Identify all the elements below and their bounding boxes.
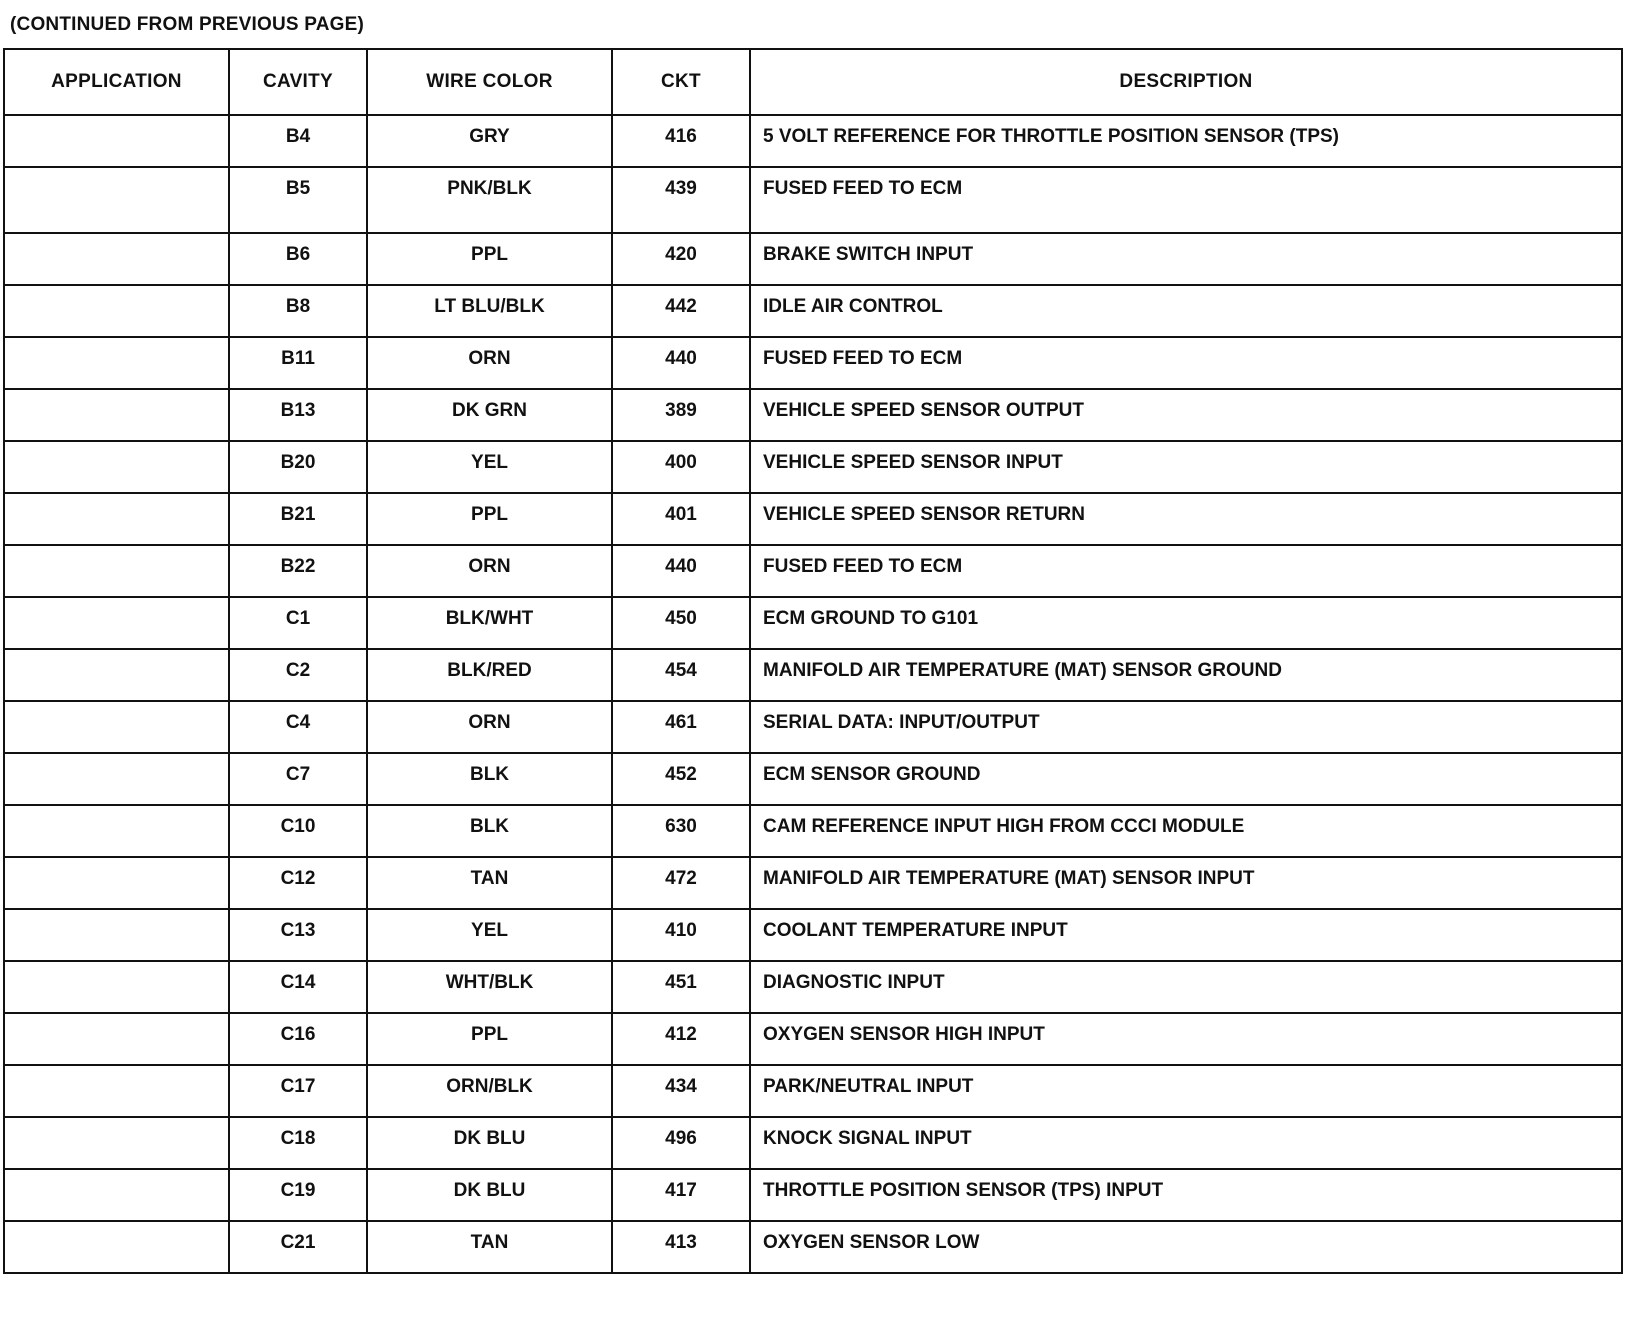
wire-color-cell: TAN [367,1221,612,1273]
cavity-cell: C2 [229,649,367,701]
cavity-cell: C13 [229,909,367,961]
wire-color-cell: BLK [367,753,612,805]
application-cell [4,441,229,493]
cavity-cell: B4 [229,115,367,167]
ckt-cell: 472 [612,857,750,909]
ckt-cell: 417 [612,1169,750,1221]
column-header-wire-color: WIRE COLOR [367,49,612,115]
application-cell [4,167,229,233]
wire-color-cell: PPL [367,493,612,545]
description-cell: IDLE AIR CONTROL [750,285,1622,337]
cavity-cell: B11 [229,337,367,389]
wire-color-cell: WHT/BLK [367,961,612,1013]
wire-color-cell: BLK/RED [367,649,612,701]
cavity-cell: B6 [229,233,367,285]
table-row [4,805,1622,857]
description-cell: FUSED FEED TO ECM [750,167,1622,233]
ckt-cell: 461 [612,701,750,753]
cavity-cell: C14 [229,961,367,1013]
table-row [4,649,1622,701]
wire-color-cell: LT BLU/BLK [367,285,612,337]
table-row [4,961,1622,1013]
ckt-cell: 400 [612,441,750,493]
application-cell [4,701,229,753]
description-cell: KNOCK SIGNAL INPUT [750,1117,1622,1169]
description-cell: ECM SENSOR GROUND [750,753,1622,805]
application-cell [4,857,229,909]
wire-color-cell: GRY [367,115,612,167]
description-cell: MANIFOLD AIR TEMPERATURE (MAT) SENSOR GROUND [750,649,1622,701]
cavity-cell: C18 [229,1117,367,1169]
ckt-cell: 451 [612,961,750,1013]
application-cell [4,1221,229,1273]
application-cell [4,233,229,285]
wire-color-cell: BLK/WHT [367,597,612,649]
column-header-ckt: CKT [612,49,750,115]
ckt-cell: 454 [612,649,750,701]
table-row [4,597,1622,649]
description-cell: DIAGNOSTIC INPUT [750,961,1622,1013]
application-cell [4,805,229,857]
description-cell: VEHICLE SPEED SENSOR RETURN [750,493,1622,545]
description-cell: VEHICLE SPEED SENSOR OUTPUT [750,389,1622,441]
cavity-cell: B22 [229,545,367,597]
cavity-cell: C10 [229,805,367,857]
application-cell [4,337,229,389]
wire-color-cell: ORN/BLK [367,1065,612,1117]
table-row [4,1065,1622,1117]
cavity-cell: C21 [229,1221,367,1273]
table-header-row [4,49,1622,115]
table-row [4,233,1622,285]
table-row [4,753,1622,805]
wire-color-cell: TAN [367,857,612,909]
table-row [4,389,1622,441]
ckt-cell: 496 [612,1117,750,1169]
cavity-cell: B5 [229,167,367,233]
application-cell [4,545,229,597]
table-row [4,1013,1622,1065]
description-cell: PARK/NEUTRAL INPUT [750,1065,1622,1117]
description-cell: COOLANT TEMPERATURE INPUT [750,909,1622,961]
application-cell [4,1117,229,1169]
description-cell: 5 VOLT REFERENCE FOR THROTTLE POSITION SENSOR (TPS) [750,115,1622,167]
wire-color-cell: PPL [367,1013,612,1065]
table-row [4,1169,1622,1221]
wire-color-cell: DK BLU [367,1117,612,1169]
table-row [4,337,1622,389]
application-cell [4,493,229,545]
cavity-cell: B21 [229,493,367,545]
cavity-cell: C19 [229,1169,367,1221]
cavity-cell: C12 [229,857,367,909]
application-cell [4,285,229,337]
ckt-cell: 389 [612,389,750,441]
table-row [4,493,1622,545]
wire-color-cell: ORN [367,545,612,597]
column-header-application: APPLICATION [4,49,229,115]
ckt-cell: 416 [612,115,750,167]
ckt-cell: 412 [612,1013,750,1065]
cavity-cell: C16 [229,1013,367,1065]
wire-color-cell: PPL [367,233,612,285]
wire-color-cell: DK BLU [367,1169,612,1221]
table-row [4,909,1622,961]
description-cell: BRAKE SWITCH INPUT [750,233,1622,285]
description-cell: SERIAL DATA: INPUT/OUTPUT [750,701,1622,753]
table-row [4,1221,1622,1273]
ckt-cell: 420 [612,233,750,285]
column-header-cavity: CAVITY [229,49,367,115]
cavity-cell: C17 [229,1065,367,1117]
wire-color-cell: YEL [367,441,612,493]
cavity-cell: B20 [229,441,367,493]
ckt-cell: 413 [612,1221,750,1273]
wire-color-cell: DK GRN [367,389,612,441]
description-cell: THROTTLE POSITION SENSOR (TPS) INPUT [750,1169,1622,1221]
description-cell: ECM GROUND TO G101 [750,597,1622,649]
wire-color-cell: YEL [367,909,612,961]
description-cell: VEHICLE SPEED SENSOR INPUT [750,441,1622,493]
ckt-cell: 410 [612,909,750,961]
continued-note: (CONTINUED FROM PREVIOUS PAGE) [10,14,364,35]
table-row [4,285,1622,337]
column-header-description: DESCRIPTION [750,49,1622,115]
table-row [4,115,1622,167]
cavity-cell: C7 [229,753,367,805]
ckt-cell: 439 [612,167,750,233]
application-cell [4,1065,229,1117]
table-row [4,1117,1622,1169]
ckt-cell: 401 [612,493,750,545]
application-cell [4,1169,229,1221]
table-row [4,545,1622,597]
cavity-cell: B13 [229,389,367,441]
table-row [4,167,1622,233]
table-row [4,857,1622,909]
description-cell: OXYGEN SENSOR LOW [750,1221,1622,1273]
wire-color-cell: BLK [367,805,612,857]
cavity-cell: C1 [229,597,367,649]
wire-color-cell: PNK/BLK [367,167,612,233]
application-cell [4,597,229,649]
description-cell: FUSED FEED TO ECM [750,545,1622,597]
application-cell [4,389,229,441]
ckt-cell: 450 [612,597,750,649]
ckt-cell: 440 [612,337,750,389]
table-row [4,701,1622,753]
application-cell [4,961,229,1013]
wire-color-cell: ORN [367,701,612,753]
cavity-cell: C4 [229,701,367,753]
application-cell [4,909,229,961]
description-cell: FUSED FEED TO ECM [750,337,1622,389]
description-cell: MANIFOLD AIR TEMPERATURE (MAT) SENSOR INPUT [750,857,1622,909]
connector-pinout-table [3,48,1623,1274]
application-cell [4,115,229,167]
wire-color-cell: ORN [367,337,612,389]
cavity-cell: B8 [229,285,367,337]
ckt-cell: 434 [612,1065,750,1117]
ckt-cell: 440 [612,545,750,597]
ckt-cell: 452 [612,753,750,805]
application-cell [4,649,229,701]
description-cell: CAM REFERENCE INPUT HIGH FROM CCCI MODULE [750,805,1622,857]
application-cell [4,1013,229,1065]
table-row [4,441,1622,493]
ckt-cell: 630 [612,805,750,857]
ckt-cell: 442 [612,285,750,337]
description-cell: OXYGEN SENSOR HIGH INPUT [750,1013,1622,1065]
application-cell [4,753,229,805]
